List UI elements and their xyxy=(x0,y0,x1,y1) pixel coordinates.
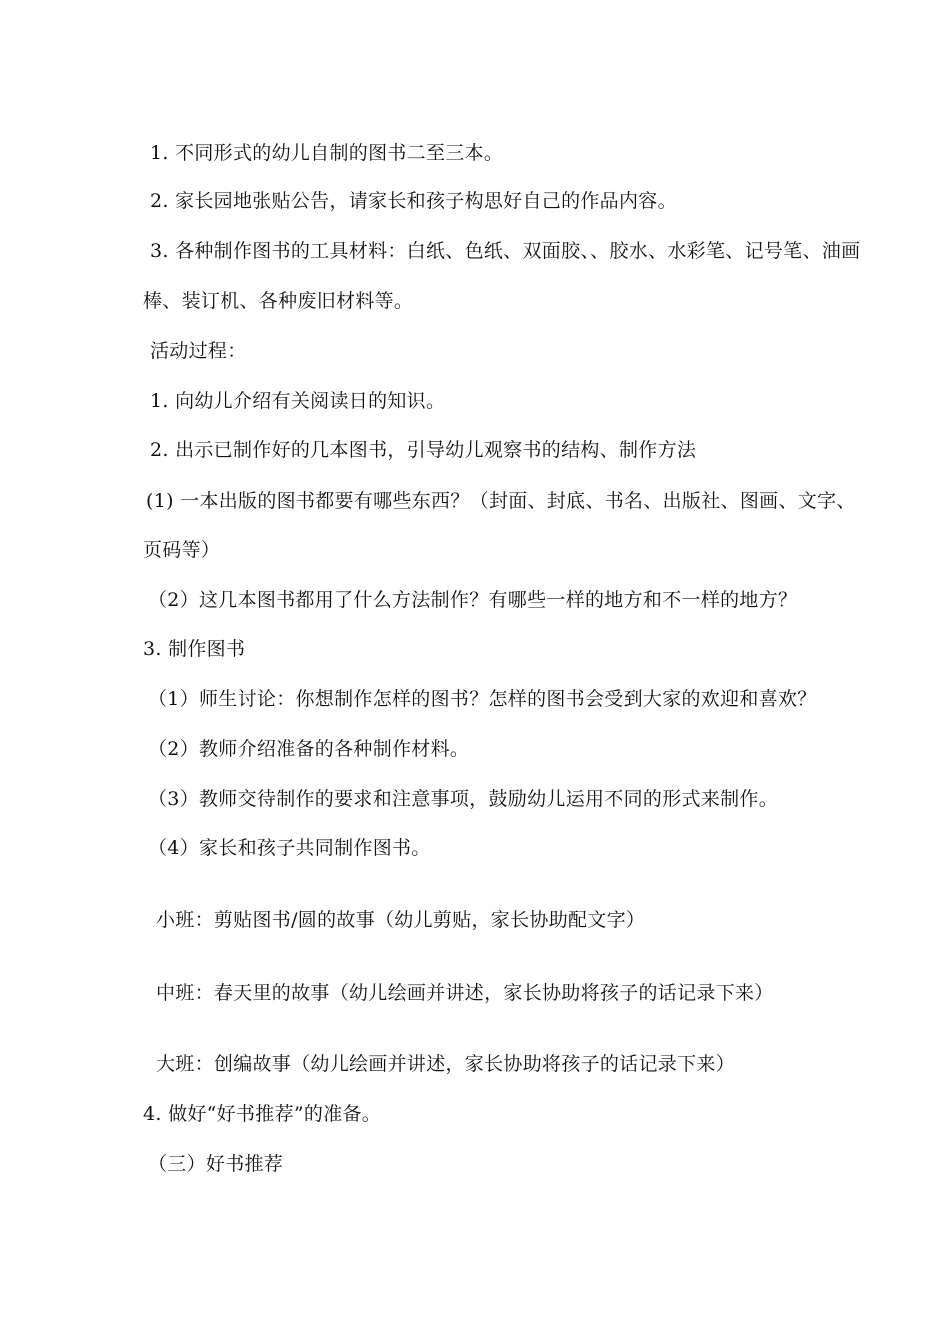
material-item-3-continued: 棒、装订机、各种废旧材料等。 xyxy=(143,290,414,312)
process-step-3: 3. 制作图书 xyxy=(143,638,246,660)
process-step-3-sub-4: （4）家长和孩子共同制作图书。 xyxy=(148,837,431,859)
section-heading-good-books: （三）好书推荐 xyxy=(148,1153,284,1175)
process-step-2-sub-1-continued: 页码等） xyxy=(143,539,221,561)
process-step-1: 1. 向幼儿介绍有关阅读日的知识。 xyxy=(150,390,446,412)
class-large: 大班：创编故事（幼儿绘画并讲述，家长协助将孩子的话记录下来） xyxy=(156,1053,736,1075)
class-small: 小班：剪贴图书/圆的故事（幼儿剪贴，家长协助配文字） xyxy=(156,909,646,931)
material-item-1: 1. 不同形式的幼儿自制的图书二至三本。 xyxy=(150,142,504,164)
material-item-3: 3. 各种制作图书的工具材料：白纸、色纸、双面胶、、胶水、水彩笔、记号笔、油画 xyxy=(150,240,861,262)
section-heading-process: 活动过程： xyxy=(150,340,247,362)
process-step-3-sub-3: （3）教师交待制作的要求和注意事项，鼓励幼儿运用不同的形式来制作。 xyxy=(148,788,778,810)
process-step-2-sub-1: (1) 一本出版的图书都要有哪些东西？（封面、封底、书名、出版社、图画、文字、 xyxy=(146,490,856,512)
process-step-2-sub-2: （2）这几本图书都用了什么方法制作？有哪些一样的地方和不一样的地方？ xyxy=(148,589,798,611)
process-step-3-sub-2: （2）教师介绍准备的各种制作材料。 xyxy=(148,738,470,760)
process-step-2: 2. 出示已制作好的几本图书，引导幼儿观察书的结构、制作方法 xyxy=(150,439,697,461)
material-item-2: 2. 家长园地张贴公告，请家长和孩子构思好自己的作品内容。 xyxy=(150,190,677,212)
process-step-4: 4. 做好“好书推荐”的准备。 xyxy=(143,1103,382,1125)
process-step-3-sub-1: （1）师生讨论：你想制作怎样的图书？怎样的图书会受到大家的欢迎和喜欢？ xyxy=(148,688,817,710)
class-middle: 中班：春天里的故事（幼儿绘画并讲述，家长协助将孩子的话记录下来） xyxy=(156,982,774,1004)
